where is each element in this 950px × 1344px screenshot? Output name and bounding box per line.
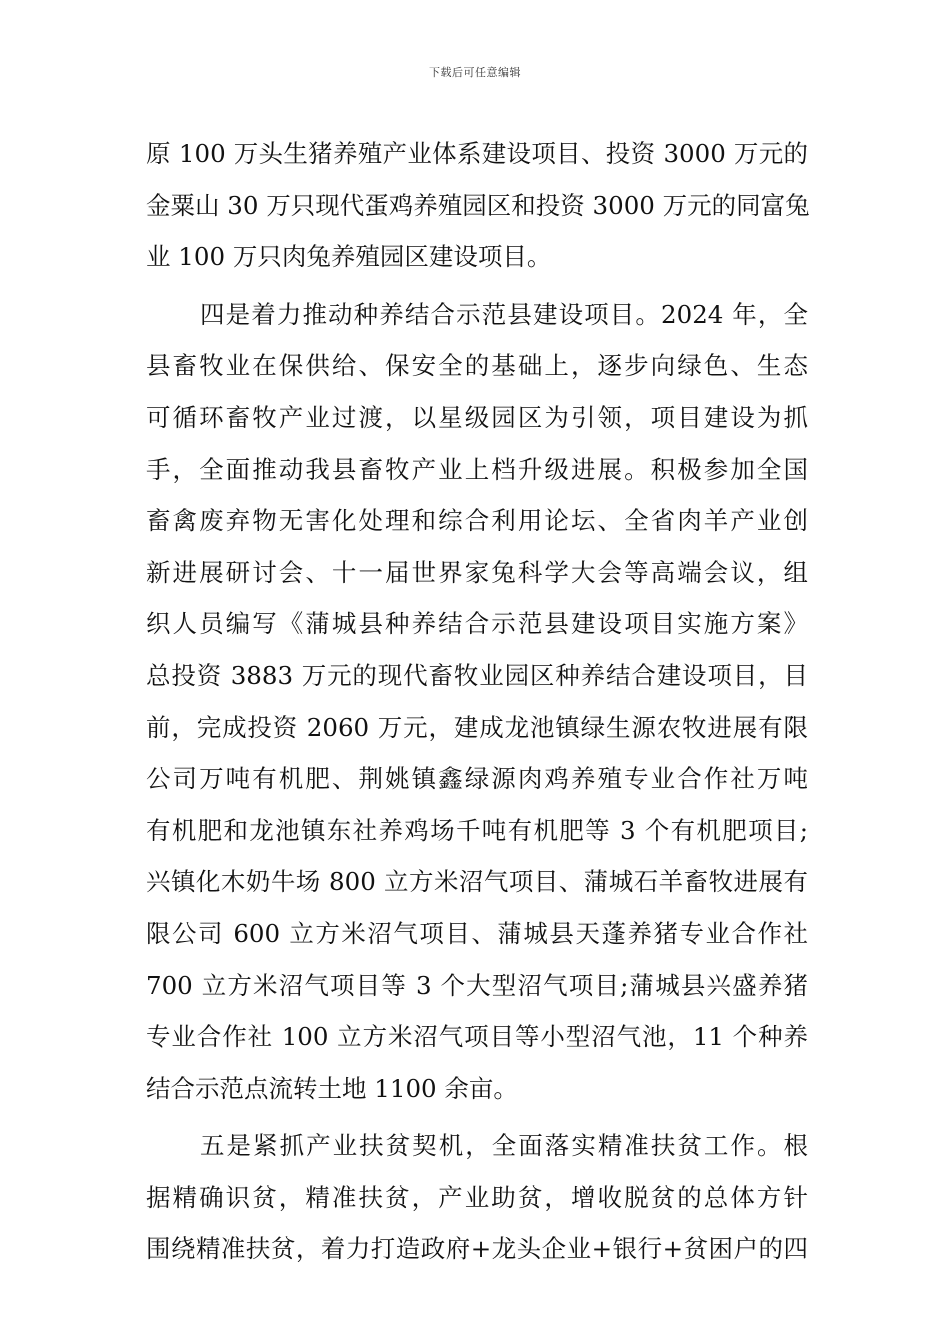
text-line: 织人员编写《蒲城县种养结合示范县建设项目实施方案》 xyxy=(146,609,808,639)
text-line: 专业合作社 100 立方米沼气项目等小型沼气池，11 个种养 xyxy=(146,1022,808,1052)
text-line: 金粟山 30 万只现代蛋鸡养殖园区和投资 3000 万元的同富兔 xyxy=(146,190,810,220)
document-body xyxy=(146,128,808,1275)
text-line: 有机肥和龙池镇东社养鸡场千吨有机肥等 3 个有机肥项目; xyxy=(146,815,808,845)
text-line: 围绕精准扶贫，着力打造政府+龙头企业+银行+贫困户的四 xyxy=(146,1234,808,1264)
text-line: 可循环畜牧产业过渡，以星级园区为引领，项目建设为抓 xyxy=(146,402,808,432)
paragraph-2 xyxy=(146,289,808,1115)
text-line: 前，完成投资 2060 万元，建成龙池镇绿生源农牧进展有限 xyxy=(146,712,808,742)
paragraph-1 xyxy=(146,128,808,283)
text-line: 五是紧抓产业扶贫契机，全面落实精准扶贫工作。根 xyxy=(200,1131,808,1161)
text-line: 手，全面推动我县畜牧产业上档升级进展。积极参加全国 xyxy=(146,454,808,484)
text-line: 兴镇化木奶牛场 800 立方米沼气项目、蒲城石羊畜牧进展有 xyxy=(146,867,808,897)
text-line: 四是着力推动种养结合示范县建设项目。2024 年，全 xyxy=(200,299,808,329)
text-line: 限公司 600 立方米沼气项目、蒲城县天蓬养猪专业合作社 xyxy=(146,918,808,948)
page-header: 下载后可任意编辑 xyxy=(429,66,521,79)
paragraph-3 xyxy=(146,1120,808,1275)
text-line: 公司万吨有机肥、荆姚镇鑫绿源肉鸡养殖专业合作社万吨 xyxy=(146,764,808,794)
text-line: 700 立方米沼气项目等 3 个大型沼气项目;蒲城县兴盛养猪 xyxy=(146,970,808,1000)
text-line: 总投资 3883 万元的现代畜牧业园区种养结合建设项目，目 xyxy=(146,660,808,690)
text-line: 原 100 万头生猪养殖产业体系建设项目、投资 3000 万元的 xyxy=(146,139,808,168)
text-line: 据精确识贫，精准扶贫，产业助贫，增收脱贫的总体方针 xyxy=(146,1182,808,1212)
text-line: 结合示范点流转土地 1100 余亩。 xyxy=(146,1073,518,1103)
text-line: 业 100 万只肉兔养殖园区建设项目。 xyxy=(146,242,552,272)
text-line: 畜禽废弃物无害化处理和综合利用论坛、全省肉羊产业创 xyxy=(146,506,808,536)
text-line: 县畜牧业在保供给、保安全的基础上，逐步向绿色、生态 xyxy=(146,351,808,381)
text-line: 新进展研讨会、十一届世界家兔科学大会等高端会议，组 xyxy=(146,557,808,587)
